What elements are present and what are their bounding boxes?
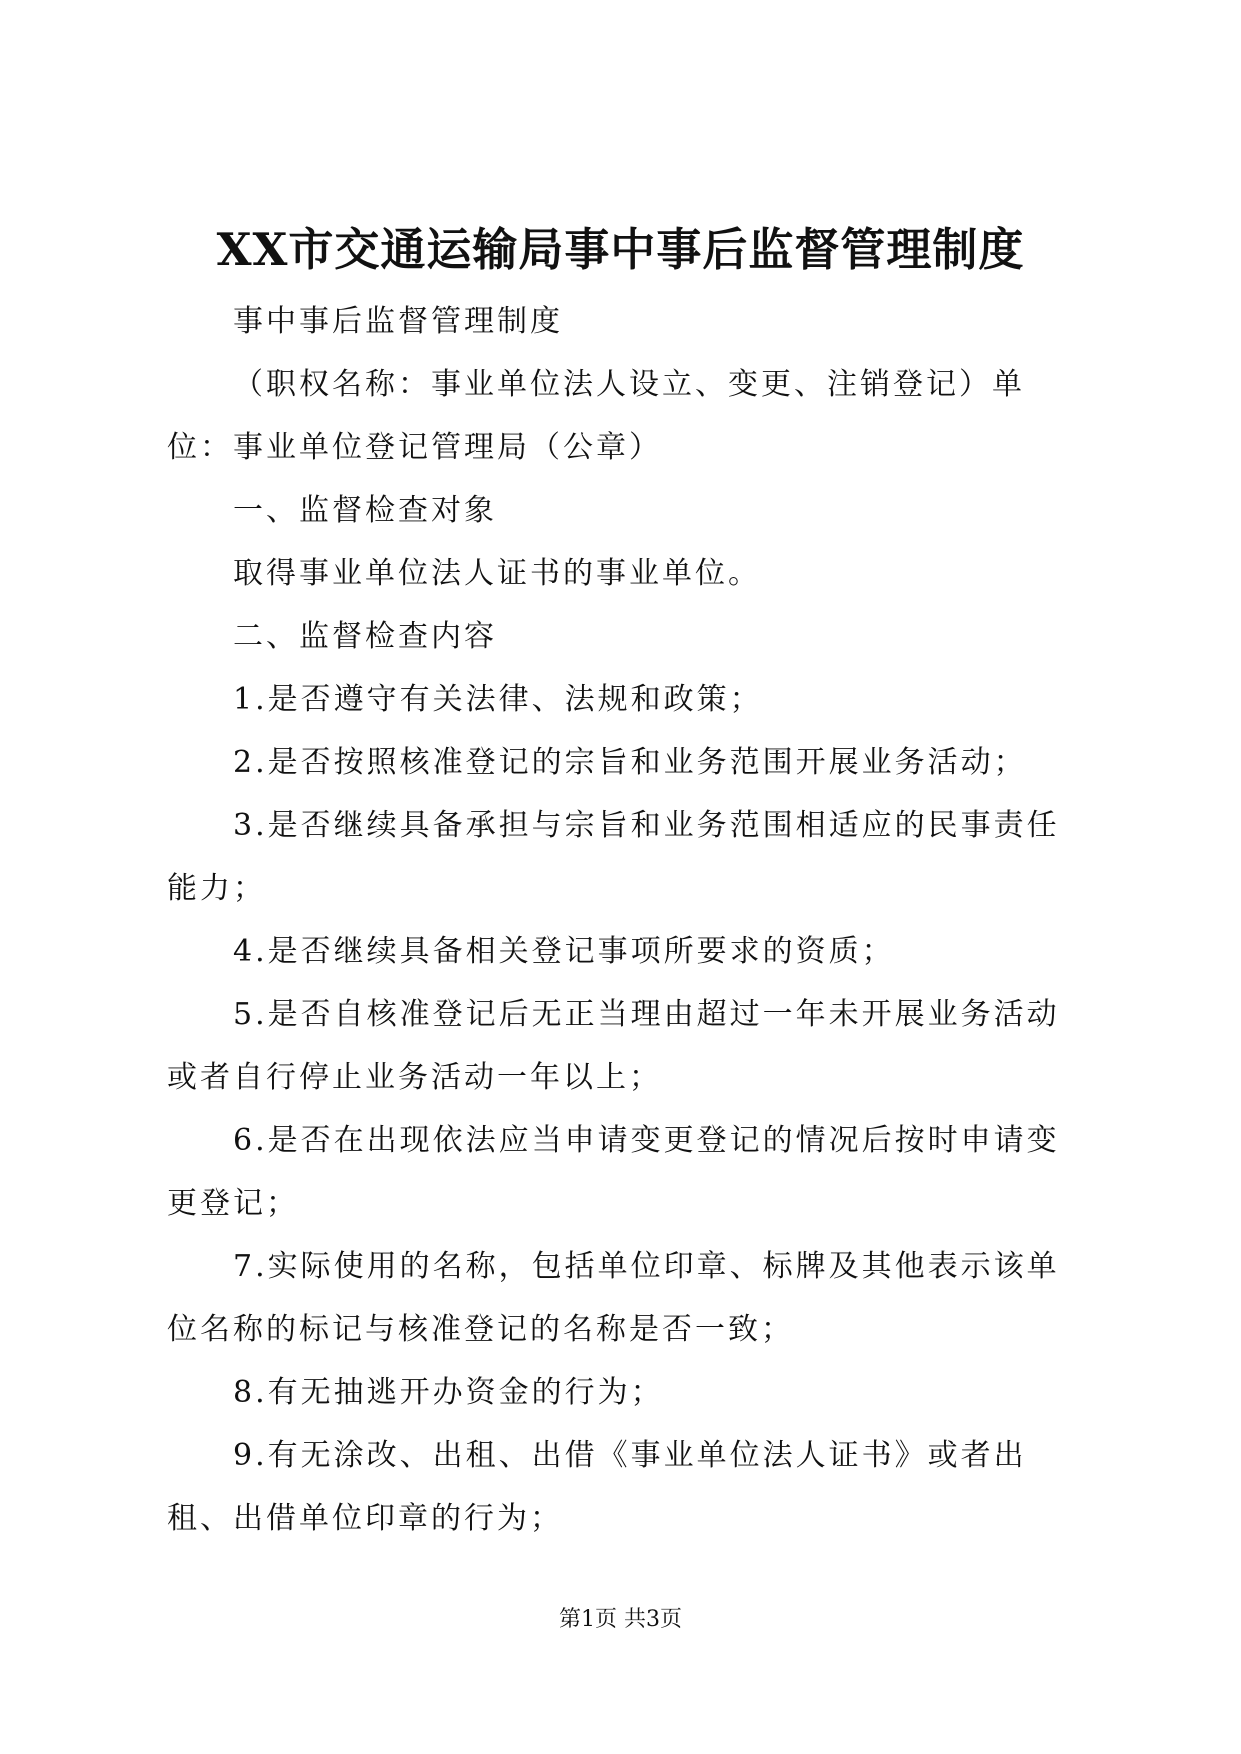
section-heading-objects: 一、监督检查对象 <box>233 493 497 528</box>
page-footer: 第1页 共3页 <box>559 1607 682 1632</box>
list-item-4: 4.是否继续具备相关登记事项所要求的资质； <box>233 934 895 969</box>
list-item-8: 8.有无抽逃开办资金的行为； <box>233 1375 664 1410</box>
paragraph-objects: 取得事业单位法人证书的事业单位。 <box>233 556 761 591</box>
list-item-9: 9.有无涂改、出租、出借《事业单位法人证书》或者出租、出借单位印章的行为； <box>167 1438 1027 1536</box>
paragraph-authority-unit: （职权名称：事业单位法人设立、变更、注销登记）单位：事业单位登记管理局（公章） <box>167 367 1025 465</box>
section-heading-contents: 二、监督检查内容 <box>233 619 497 654</box>
paragraph-subtitle: 事中事后监督管理制度 <box>233 304 563 339</box>
list-item-5: 5.是否自核准登记后无正当理由超过一年未开展业务活动或者自行停止业务活动一年以上； <box>167 997 1060 1095</box>
list-item-1: 1.是否遵守有关法律、法规和政策； <box>233 682 763 717</box>
list-item-3: 3.是否继续具备承担与宗旨和业务范围相适应的民事责任能力； <box>167 808 1060 906</box>
list-item-2: 2.是否按照核准登记的宗旨和业务范围开展业务活动； <box>233 745 1027 780</box>
list-item-6: 6.是否在出现依法应当申请变更登记的情况后按时申请变更登记； <box>167 1123 1060 1221</box>
list-item-7: 7.实际使用的名称，包括单位印章、标牌及其他表示该单位名称的标记与核准登记的名称是否一致； <box>167 1249 1060 1347</box>
document-body <box>167 290 1079 1550</box>
document-title: XX市交通运输局事中事后监督管理制度 <box>216 223 1025 276</box>
